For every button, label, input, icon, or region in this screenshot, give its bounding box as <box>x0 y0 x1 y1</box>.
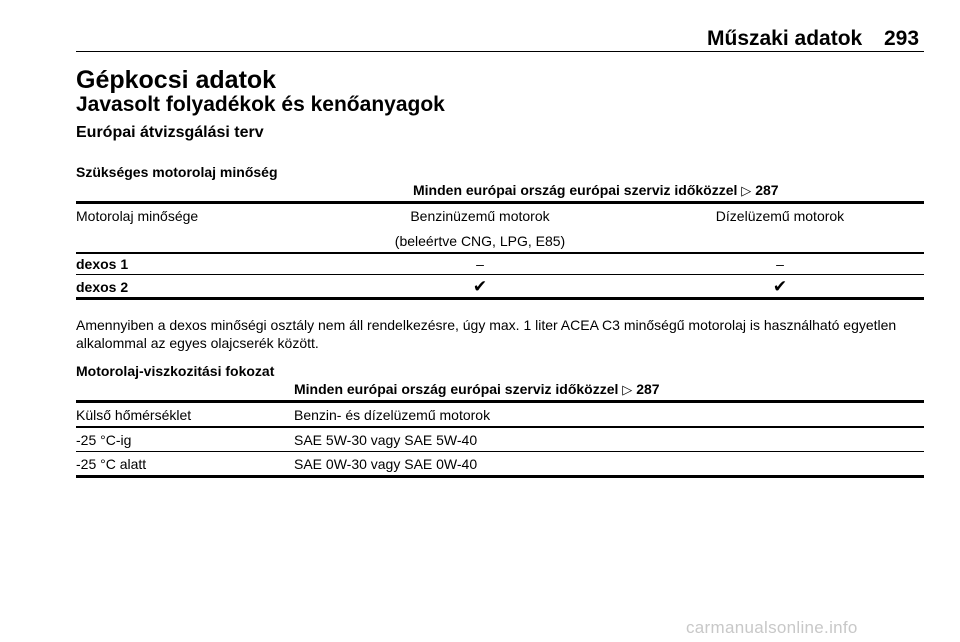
table2-caption-ref: 287 <box>636 381 660 397</box>
header-rule <box>76 51 924 52</box>
table1-col-diesel: Dízelüzemű motorok <box>715 208 845 224</box>
table1-header-rule <box>76 252 924 254</box>
triangle-right-icon: ▷ <box>622 382 633 397</box>
table2-caption-text: Minden európai ország európai szerviz időközzel <box>294 381 619 397</box>
table1-heading: Szükséges motorolaj minőség <box>76 164 278 180</box>
table2-row1-temp: -25 °C-ig <box>76 432 132 448</box>
table2-heading: Motorolaj-viszkozitási fokozat <box>76 363 275 379</box>
page-number: 293 <box>884 27 920 50</box>
table1-bottom-rule <box>76 297 924 300</box>
checkmark-icon: ✔ <box>772 277 788 296</box>
table2-bottom-rule <box>76 475 924 478</box>
table1-row-rule <box>76 274 924 275</box>
table1-row1-petrol: – <box>476 256 484 272</box>
table2-row-rule <box>76 451 924 452</box>
checkmark-icon: ✔ <box>472 277 488 296</box>
table1-caption-text: Minden európai ország európai szerviz időközzel <box>413 182 738 198</box>
table2-row2-viscosity: SAE 0W-30 vagy SAE 0W-40 <box>294 456 478 472</box>
table1-top-rule <box>76 201 924 204</box>
triangle-right-icon: ▷ <box>741 183 752 198</box>
page-title: Gépkocsi adatok <box>76 66 277 94</box>
table1-row1-diesel: – <box>776 256 784 272</box>
table2-col-temp: Külső hőmérséklet <box>76 407 192 423</box>
running-header-title: Műszaki adatok <box>707 27 863 50</box>
page-subtitle: Javasolt folyadékok és kenőanyagok <box>76 93 445 116</box>
table2-top-rule <box>76 400 924 403</box>
table1-caption-ref: 287 <box>755 182 779 198</box>
table1-col-grade: Motorolaj minősége <box>76 208 199 224</box>
table1-row1-grade: dexos 1 <box>76 256 129 272</box>
table2-caption <box>294 381 660 398</box>
oil-note-paragraph: Amennyiben a dexos minőségi osztály nem áll rendelkezésre, úgy max. 1 liter ACEA C3 minőségű motorolaj is használható egyetlen alkalommal az egyes olajcserék között. <box>76 317 897 351</box>
table2-header-rule <box>76 426 924 428</box>
table2-row1-viscosity: SAE 5W-30 vagy SAE 5W-40 <box>294 432 478 448</box>
watermark: carmanualsonline.info <box>686 618 858 637</box>
table1-row2-grade: dexos 2 <box>76 279 129 295</box>
table1-caption <box>413 182 779 199</box>
table1-col-petrol: Benzinüzemű motorok <box>410 208 550 224</box>
section-heading: Európai átvizsgálási terv <box>76 124 264 141</box>
table2-row2-temp: -25 °C alatt <box>76 456 147 472</box>
table2-col-viscosity: Benzin- és dízelüzemű motorok <box>294 407 491 423</box>
table1-col-petrol-note: (beleértve CNG, LPG, E85) <box>394 233 566 249</box>
